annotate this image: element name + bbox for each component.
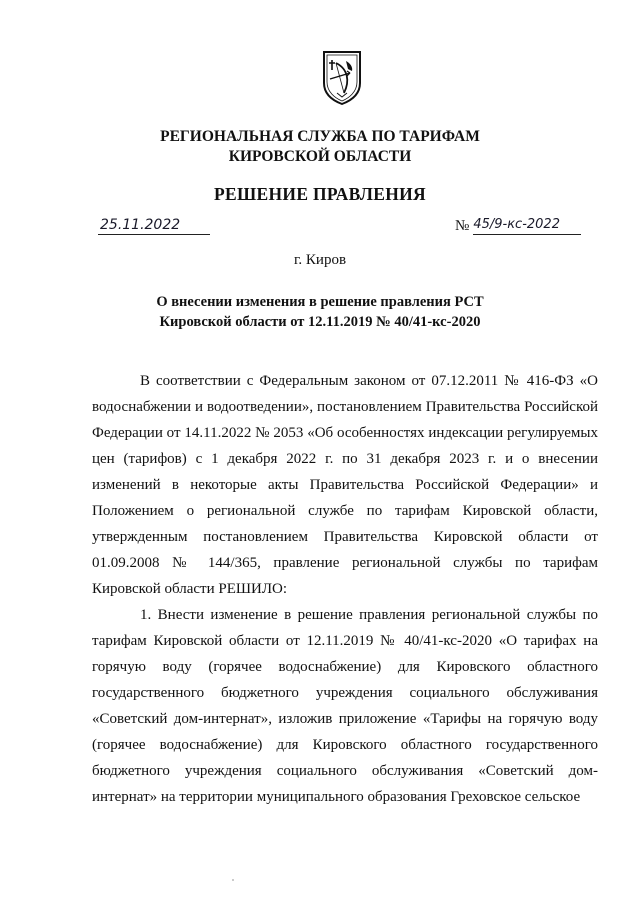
document-subject: О внесении изменения в решение правления РСТ Кировской области от 12.11.2019 № 40/41-кс-2020 <box>156 294 484 330</box>
document-number <box>455 216 581 236</box>
document-date: 25.11.2022 <box>98 216 210 235</box>
document-body <box>92 368 598 810</box>
organization-name-line2: КИРОВСКОЙ ОБЛАСТИ <box>228 148 412 165</box>
document-type-title: РЕШЕНИЕ ПРАВЛЕНИЯ <box>214 184 426 204</box>
document-city: г. Киров <box>293 252 347 268</box>
body-paragraph: 1. Внести изменение в решение правления региональной службы по тарифам Кировской области от 12.11.2019 № 40/41-кс-2020 «О тарифах на горячую воду (горячее водоснабжение) для Кировского областного государственного бюджетного учреждения социального обслуживания «Советский дом-интернат», изложив приложение «Тарифы на горячую воду (горячее водоснабжение) для Кировского областного государственного бюджетного учреждения социального обслуживания «Советский дом-интернат» на территории муниципального образования Греховское сельское <box>92 607 598 805</box>
document-number-value: 45/9-кс-2022 <box>473 216 581 235</box>
page-speck <box>232 879 234 881</box>
kirov-coat-of-arms-icon <box>320 49 364 105</box>
number-sign: № <box>455 218 470 234</box>
body-paragraph: В соответствии с Федеральным законом от 07.12.2011 № 416-ФЗ «О водоснабжении и водоотведении», постановлением Правительства Российской Федерации от 14.11.2022 № 2053 «Об особенностях индексации регулируемых цен (тарифов) с 1 декабря 2022 г. по 31 декабря 2023 г. и о внесении изменений в некоторые акты Правительства Российской Федерации» и Положением о региональной службе по тарифам Кировской области, утвержденным постановлением Правительства Кировской области от 01.09.2008 № 144/365, правление региональной службы по тарифам Кировской области РЕШИЛО: <box>92 373 598 597</box>
organization-name-line1: РЕГИОНАЛЬНАЯ СЛУЖБА ПО ТАРИФАМ <box>160 128 480 145</box>
